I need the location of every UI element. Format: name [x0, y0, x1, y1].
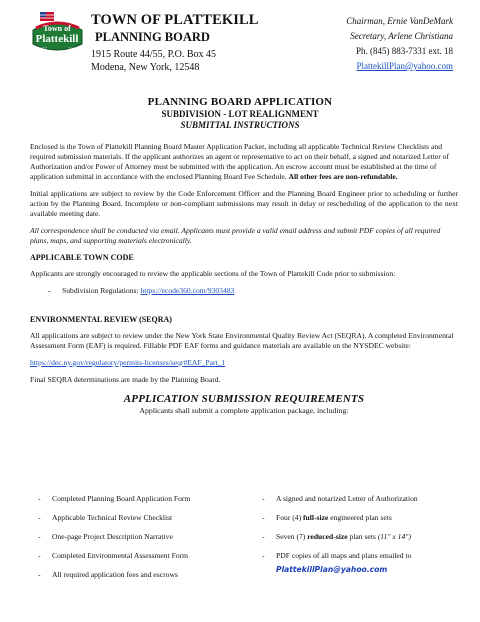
town-code-bullet: - Subdivision Regulations: https://ecode360.com/9303483 [48, 286, 235, 295]
list-item: - PDF copies of all maps and plans emailed to [262, 551, 412, 560]
svg-text:Town of: Town of [43, 24, 71, 33]
title-sub: SUBDIVISION - LOT REALIGNMENT [161, 109, 319, 119]
secretary: Secretary, Arlene Christiana [350, 31, 453, 41]
address-line-1: 1915 Route 44/55, P.O. Box 45 [91, 49, 217, 60]
intro-paragraph-1: Enclosed is the Town of Plattekill Planning Board Master Application Packet, including all applicable Technical Review Checklists and required submission materials. If the applicant authorizes an agent or representative to act on their behalf, a signed and notarized Letter of Authorization and/or Power of Attorney must be submitted with the application. An escrow account must be established at the time of application submittal in accordance with the enclosed Planning Board Fee Schedule. All other fees are non-refundable. [30, 142, 449, 181]
board-name: PLANNING BOARD [95, 30, 210, 44]
submission-email-link[interactable]: PlattekillPlan@yahoo.com [276, 565, 388, 574]
requirements-heading: APPLICATION SUBMISSION REQUIREMENTS [123, 393, 365, 405]
chairman: Chairman, Ernie VanDeMark [346, 16, 453, 26]
list-item: - All required application fees and escrows [38, 570, 178, 579]
non-refundable-note: All other fees are non-refundable. [288, 172, 398, 181]
svg-text:1800: 1800 [68, 46, 77, 51]
requirements-right-column [262, 494, 452, 575]
phone: Ph. (845) 883-7331 ext. 18 [356, 46, 453, 56]
town-name: TOWN OF PLATTEKILL [91, 12, 259, 28]
town-code-heading: APPLICABLE TOWN CODE [30, 253, 134, 262]
seqra-final: Final SEQRA determinations are made by the Planning Board. [30, 375, 221, 384]
document-title [0, 96, 480, 131]
town-seal-logo [30, 10, 85, 56]
list-item: - One-page Project Description Narrative [38, 532, 173, 541]
seqra-heading: ENVIRONMENTAL REVIEW (SEQRA) [30, 315, 172, 324]
seqra-text: All applications are subject to review under the New York State Environmental Quality Review Act (SEQRA). A completed Environmental Assessment Form (EAF) is required. Fillable PDF EAF forms and guidance materials are available on the NYSDEC website: [30, 331, 454, 350]
contact-email-link[interactable]: PlattekillPlan@yahoo.com [356, 61, 453, 71]
svg-text:EST: EST [39, 46, 47, 51]
list-item: - Seven (7) reduced-size plan sets (11" x 14") [262, 532, 411, 541]
list-item: - A signed and notarized Letter of Authorization [262, 494, 418, 503]
intro-paragraph-3: All correspondence shall be conducted via email. Applicants must provide a valid email address and submit PDF copies of all required plans, maps, and supporting materials electronically. [30, 226, 441, 245]
letterhead-left [91, 12, 291, 74]
list-item: - Completed Planning Board Application Form [38, 494, 191, 503]
title-instructions: SUBMITTAL INSTRUCTIONS [180, 120, 300, 130]
list-item: - Applicable Technical Review Checklist [38, 513, 173, 522]
nysdec-eaf-link[interactable]: https://dec.ny.gov/regulatory/permits-licenses/seqr#EAF_Part_1 [30, 358, 226, 367]
letterhead-right [263, 14, 453, 74]
ecode-link[interactable]: https://ecode360.com/9303483 [140, 286, 235, 295]
intro-paragraph-2: Initial applications are subject to review by the Code Enforcement Officer and the Planning Board Engineer prior to scheduling or further action by the Planning Board. Incomplete or non-compliant submissions may result in delay or rescheduling of the application to the next available meeting date. [30, 189, 458, 218]
list-item: - Four (4) full-size engineered plan sets [262, 513, 392, 522]
requirements-intro: Applicants shall submit a complete application package, including: [139, 406, 349, 415]
svg-text:Plattekill: Plattekill [35, 33, 79, 45]
document-body [30, 142, 458, 432]
town-code-text: Applicants are strongly encouraged to review the applicable sections of the Town of Plattekill Code prior to submission: [30, 269, 396, 278]
list-item: - Completed Environmental Assessment Form [38, 551, 189, 560]
title-main: PLANNING BOARD APPLICATION [147, 96, 333, 108]
address-line-2: Modena, New York, 12548 [91, 62, 200, 73]
requirements-left-column [38, 494, 248, 589]
